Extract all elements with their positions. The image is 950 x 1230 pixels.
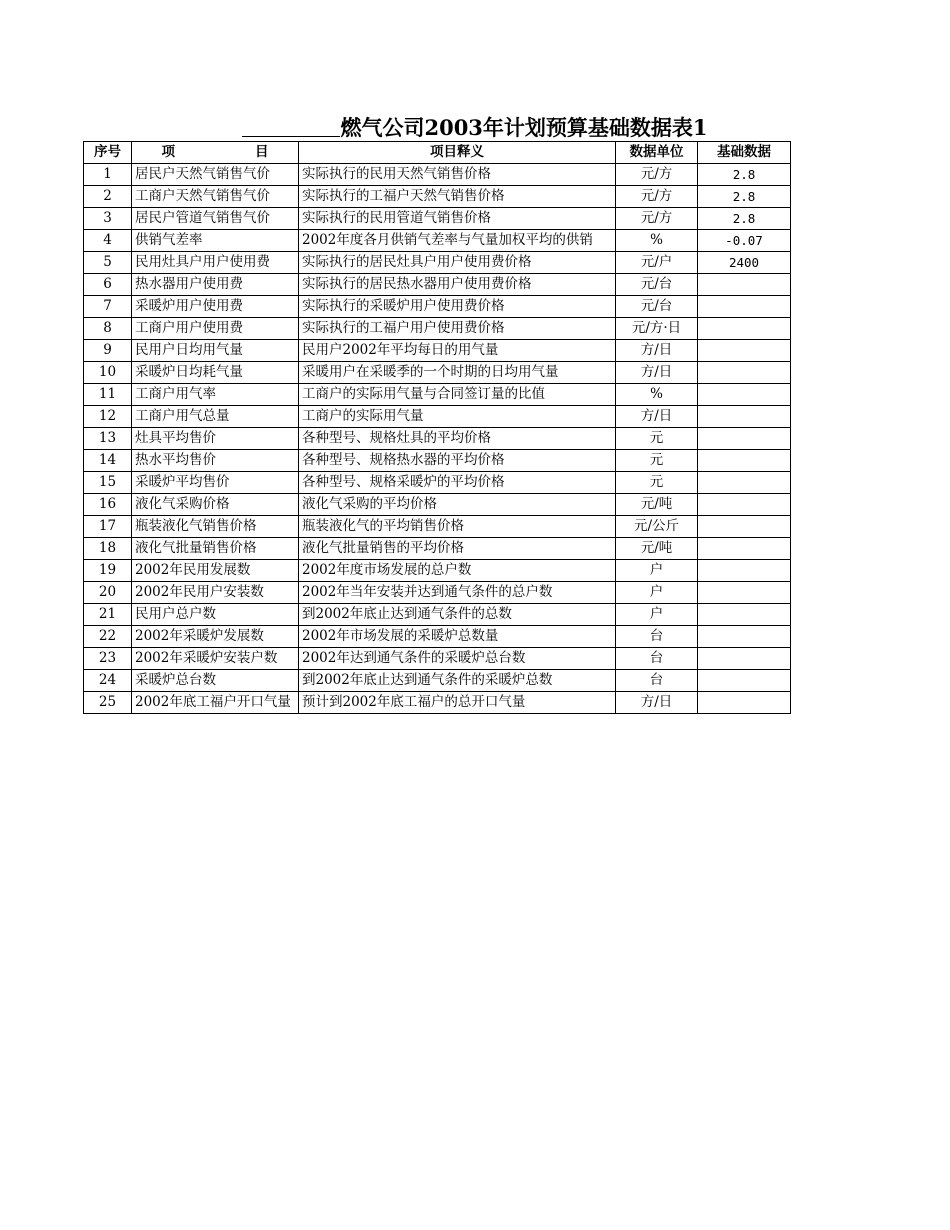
header-desc: 项目释义: [299, 142, 616, 164]
cell-item[interactable]: 采暖炉用户使用费: [132, 296, 299, 318]
cell-desc[interactable]: 到2002年底止达到通气条件的总数: [299, 604, 616, 626]
cell-item[interactable]: 工商户用气总量: [132, 406, 299, 428]
cell-unit[interactable]: 台: [616, 626, 698, 648]
title-text: 燃气公司2003年计划预算基础数据表1: [340, 115, 708, 140]
cell-desc[interactable]: 各种型号、规格采暖炉的平均价格: [299, 472, 616, 494]
cell-seq[interactable]: 16: [84, 494, 132, 516]
table-row: [84, 230, 791, 252]
cell-desc[interactable]: 实际执行的居民热水器用户使用费价格: [299, 274, 616, 296]
cell-desc[interactable]: 液化气采购的平均价格: [299, 494, 616, 516]
cell-unit[interactable]: 方/日: [616, 406, 698, 428]
cell-unit[interactable]: 元/方: [616, 208, 698, 230]
cell-item[interactable]: 民用户日均用气量: [132, 340, 299, 362]
cell-seq[interactable]: 11: [84, 384, 132, 406]
cell-item[interactable]: 2002年采暖炉安装户数: [132, 648, 299, 670]
cell-seq[interactable]: 1: [84, 164, 132, 186]
cell-value[interactable]: 2.8: [698, 186, 791, 208]
cell-unit[interactable]: 元/吨: [616, 538, 698, 560]
cell-desc[interactable]: 2002年度市场发展的总户数: [299, 560, 616, 582]
cell-item[interactable]: 2002年民用发展数: [132, 560, 299, 582]
cell-unit[interactable]: 元/方: [616, 186, 698, 208]
cell-value[interactable]: [698, 560, 791, 582]
cell-desc[interactable]: 采暖用户在采暖季的一个时期的日均用气量: [299, 362, 616, 384]
cell-value[interactable]: [698, 274, 791, 296]
cell-unit[interactable]: 方/日: [616, 340, 698, 362]
cell-unit[interactable]: 户: [616, 560, 698, 582]
table-row: [84, 384, 791, 406]
cell-value[interactable]: [698, 340, 791, 362]
cell-unit[interactable]: 元: [616, 450, 698, 472]
cell-unit[interactable]: 方/日: [616, 692, 698, 714]
header-item: [132, 142, 299, 164]
cell-seq[interactable]: 10: [84, 362, 132, 384]
cell-unit[interactable]: 台: [616, 648, 698, 670]
cell-desc[interactable]: 预计到2002年底工福户的总开口气量: [299, 692, 616, 714]
cell-desc[interactable]: 实际执行的民用管道气销售价格: [299, 208, 616, 230]
table-row: [84, 692, 791, 714]
cell-desc[interactable]: 各种型号、规格灶具的平均价格: [299, 428, 616, 450]
table-row: [84, 670, 791, 692]
table-row: [84, 296, 791, 318]
sheet-title: [0, 112, 950, 142]
cell-item[interactable]: 采暖炉平均售价: [132, 472, 299, 494]
cell-unit[interactable]: 户: [616, 582, 698, 604]
cell-item[interactable]: 2002年民用户安装数: [132, 582, 299, 604]
cell-value[interactable]: -0.07: [698, 230, 791, 252]
cell-item[interactable]: 液化气批量销售价格: [132, 538, 299, 560]
cell-desc[interactable]: 工商户的实际用气量: [299, 406, 616, 428]
table-row: [84, 428, 791, 450]
cell-seq[interactable]: 12: [84, 406, 132, 428]
cell-seq[interactable]: 3: [84, 208, 132, 230]
cell-unit[interactable]: 元/户: [616, 252, 698, 274]
cell-item[interactable]: 民用户总户数: [132, 604, 299, 626]
cell-value[interactable]: [698, 516, 791, 538]
cell-unit[interactable]: 元/吨: [616, 494, 698, 516]
cell-seq[interactable]: 25: [84, 692, 132, 714]
cell-item[interactable]: 民用灶具户用户使用费: [132, 252, 299, 274]
budget-data-table: [83, 141, 791, 714]
cell-item[interactable]: 2002年采暖炉发展数: [132, 626, 299, 648]
cell-unit[interactable]: 户: [616, 604, 698, 626]
cell-value[interactable]: [698, 362, 791, 384]
cell-seq[interactable]: 14: [84, 450, 132, 472]
table-row: [84, 472, 791, 494]
table-row: [84, 450, 791, 472]
table-row: [84, 208, 791, 230]
table-row: [84, 340, 791, 362]
cell-value[interactable]: [698, 450, 791, 472]
cell-value[interactable]: [698, 692, 791, 714]
table-row: [84, 362, 791, 384]
cell-unit[interactable]: 台: [616, 670, 698, 692]
cell-value[interactable]: [698, 472, 791, 494]
cell-value[interactable]: [698, 626, 791, 648]
table-row: [84, 318, 791, 340]
table-row: [84, 560, 791, 582]
cell-item[interactable]: 灶具平均售价: [132, 428, 299, 450]
cell-value[interactable]: [698, 318, 791, 340]
cell-unit[interactable]: 方/日: [616, 362, 698, 384]
cell-desc[interactable]: 实际执行的工福户用户使用费价格: [299, 318, 616, 340]
cell-value[interactable]: [698, 494, 791, 516]
cell-seq[interactable]: 8: [84, 318, 132, 340]
cell-seq[interactable]: 19: [84, 560, 132, 582]
cell-seq[interactable]: 13: [84, 428, 132, 450]
cell-desc[interactable]: 工商户的实际用气量与合同签订量的比值: [299, 384, 616, 406]
cell-seq[interactable]: 23: [84, 648, 132, 670]
cell-item[interactable]: 2002年底工福户开口气量: [132, 692, 299, 714]
cell-value[interactable]: [698, 296, 791, 318]
cell-desc[interactable]: 液化气批量销售的平均价格: [299, 538, 616, 560]
cell-item[interactable]: 居民户管道气销售气价: [132, 208, 299, 230]
cell-value[interactable]: 2.8: [698, 164, 791, 186]
cell-desc[interactable]: 2002年当年安装并达到通气条件的总户数: [299, 582, 616, 604]
cell-seq[interactable]: 21: [84, 604, 132, 626]
cell-value[interactable]: 2400: [698, 252, 791, 274]
cell-value[interactable]: [698, 670, 791, 692]
cell-item[interactable]: 热水器用户使用费: [132, 274, 299, 296]
cell-seq[interactable]: 22: [84, 626, 132, 648]
table-row: [84, 626, 791, 648]
cell-value[interactable]: [698, 384, 791, 406]
cell-unit[interactable]: 元: [616, 428, 698, 450]
header-value: 基础数据: [698, 142, 791, 164]
cell-unit[interactable]: 元/台: [616, 296, 698, 318]
cell-desc[interactable]: 实际执行的采暖炉用户使用费价格: [299, 296, 616, 318]
cell-unit[interactable]: 元/方: [616, 164, 698, 186]
cell-item[interactable]: 居民户天然气销售气价: [132, 164, 299, 186]
table-row: [84, 538, 791, 560]
cell-desc[interactable]: 2002年度各月供销气差率与气量加权平均的供销: [299, 230, 616, 252]
cell-unit[interactable]: %: [616, 384, 698, 406]
cell-value[interactable]: [698, 406, 791, 428]
table-row: [84, 186, 791, 208]
cell-item[interactable]: 瓶装液化气销售价格: [132, 516, 299, 538]
cell-unit[interactable]: %: [616, 230, 698, 252]
cell-item[interactable]: 供销气差率: [132, 230, 299, 252]
cell-seq[interactable]: 5: [84, 252, 132, 274]
cell-desc[interactable]: 各种型号、规格热水器的平均价格: [299, 450, 616, 472]
cell-unit[interactable]: 元: [616, 472, 698, 494]
cell-item[interactable]: 液化气采购价格: [132, 494, 299, 516]
cell-item[interactable]: 热水平均售价: [132, 450, 299, 472]
table-row: [84, 648, 791, 670]
cell-value[interactable]: 2.8: [698, 208, 791, 230]
cell-value[interactable]: [698, 582, 791, 604]
cell-seq[interactable]: 24: [84, 670, 132, 692]
cell-desc[interactable]: 实际执行的工福户天然气销售价格: [299, 186, 616, 208]
cell-seq[interactable]: 6: [84, 274, 132, 296]
cell-desc[interactable]: 瓶装液化气的平均销售价格: [299, 516, 616, 538]
cell-seq[interactable]: 18: [84, 538, 132, 560]
table-row: [84, 604, 791, 626]
table-row: [84, 274, 791, 296]
cell-value[interactable]: [698, 428, 791, 450]
cell-desc[interactable]: 2002年达到通气条件的采暖炉总台数: [299, 648, 616, 670]
title-blank-line[interactable]: [242, 116, 340, 137]
table-row: [84, 406, 791, 428]
cell-seq[interactable]: 4: [84, 230, 132, 252]
cell-unit[interactable]: 元/公斤: [616, 516, 698, 538]
cell-seq[interactable]: 17: [84, 516, 132, 538]
cell-item[interactable]: 工商户用气率: [132, 384, 299, 406]
cell-seq[interactable]: 9: [84, 340, 132, 362]
table-row: [84, 494, 791, 516]
cell-seq[interactable]: 15: [84, 472, 132, 494]
table-row: [84, 164, 791, 186]
header-item-b: 目: [255, 144, 269, 160]
cell-seq[interactable]: 20: [84, 582, 132, 604]
cell-desc[interactable]: 到2002年底止达到通气条件的采暖炉总数: [299, 670, 616, 692]
header-unit: 数据单位: [616, 142, 698, 164]
cell-desc[interactable]: 实际执行的居民灶具户用户使用费价格: [299, 252, 616, 274]
table-row: [84, 516, 791, 538]
cell-desc[interactable]: 民用户2002年平均每日的用气量: [299, 340, 616, 362]
header-item-a: 项: [161, 144, 175, 160]
cell-value[interactable]: [698, 604, 791, 626]
cell-unit[interactable]: 元/方·日: [616, 318, 698, 340]
table-row: [84, 252, 791, 274]
cell-seq[interactable]: 7: [84, 296, 132, 318]
cell-desc[interactable]: 2002年市场发展的采暖炉总数量: [299, 626, 616, 648]
cell-value[interactable]: [698, 648, 791, 670]
cell-item[interactable]: 采暖炉日均耗气量: [132, 362, 299, 384]
cell-item[interactable]: 工商户用户使用费: [132, 318, 299, 340]
cell-desc[interactable]: 实际执行的民用天然气销售价格: [299, 164, 616, 186]
cell-item[interactable]: 工商户天然气销售气价: [132, 186, 299, 208]
cell-value[interactable]: [698, 538, 791, 560]
cell-seq[interactable]: 2: [84, 186, 132, 208]
cell-item[interactable]: 采暖炉总台数: [132, 670, 299, 692]
header-row: [84, 142, 791, 164]
header-seq: 序号: [84, 142, 132, 164]
table-row: [84, 582, 791, 604]
cell-unit[interactable]: 元/台: [616, 274, 698, 296]
